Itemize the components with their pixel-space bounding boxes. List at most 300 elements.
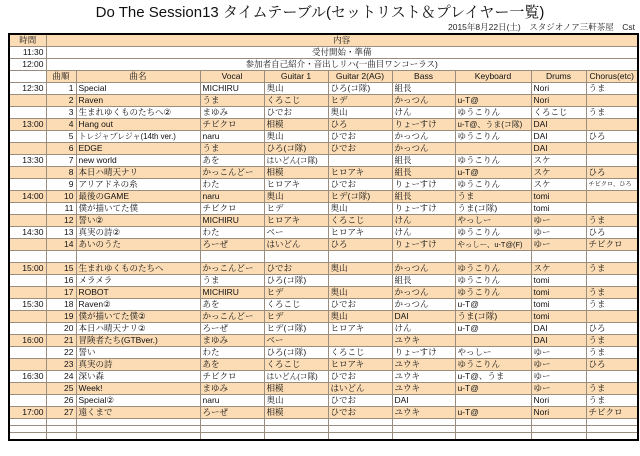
cell-no: 14: [46, 239, 76, 251]
cell-guitar2: くろこじ: [328, 215, 392, 227]
cell-bass: かっつん: [392, 131, 455, 143]
cell-bass: りょーすけ: [392, 347, 455, 359]
cell-drums: ゆー: [531, 239, 586, 251]
cell-bass: けん: [392, 107, 455, 119]
cell-vocal: うま: [200, 95, 264, 107]
table-row: [9, 83, 638, 95]
cell-time: 16:00: [9, 335, 46, 347]
cell-song: 僕が描いてた僕②: [76, 311, 200, 323]
cell-song: トレジャプレジャ(14th ver.): [76, 131, 200, 143]
cell-no: 7: [46, 155, 76, 167]
table-row: [9, 263, 638, 275]
cell-time: [9, 287, 46, 299]
cell-vocal: チビクロ: [200, 371, 264, 383]
cell-guitar1: ひでお: [264, 263, 328, 275]
cell-bass: 組長: [392, 155, 455, 167]
cell-bass: けん: [392, 323, 455, 335]
cell-chorus: うま: [586, 215, 638, 227]
cell-guitar2: 奥山: [328, 107, 392, 119]
cell-song: [76, 426, 200, 433]
cell-bass: [392, 426, 455, 433]
table-row: [9, 359, 638, 371]
cell-song: 本日ハ晴天ナリ②: [76, 323, 200, 335]
cell-chorus: [586, 251, 638, 263]
cell-guitar2: ヒデ(コ隊): [328, 191, 392, 203]
cell-time: [9, 215, 46, 227]
table-row: [9, 131, 638, 143]
col-header-order: 曲順: [46, 71, 76, 83]
cell-keyboard: [455, 143, 531, 155]
cell-no: 12: [46, 215, 76, 227]
cell-time: 12:30: [9, 83, 46, 95]
cell-keyboard: やっしー: [455, 215, 531, 227]
cell-guitar1: ひろ(コ隊): [264, 347, 328, 359]
cell-time: 13:30: [9, 155, 46, 167]
cell-time: [9, 251, 46, 263]
cell-vocal: [200, 419, 264, 426]
cell-bass: けん: [392, 215, 455, 227]
table-row: [9, 203, 638, 215]
cell-bass: かっつん: [392, 287, 455, 299]
cell-drums: [531, 426, 586, 433]
cell-guitar1: はいどん(コ隊): [264, 371, 328, 383]
cell-guitar1: ヒロアキ: [264, 179, 328, 191]
cell-guitar1: [264, 251, 328, 263]
cell-bass: かっつん: [392, 95, 455, 107]
cell-time: 15:00: [9, 263, 46, 275]
cell-keyboard: うま(コ隊): [455, 311, 531, 323]
cell-vocal: [200, 433, 264, 441]
cell-drums: ゆー: [531, 227, 586, 239]
cell-guitar1: くろこじ: [264, 359, 328, 371]
content-header-cell: 内容: [46, 34, 638, 47]
cell-drums: [531, 433, 586, 441]
cell-no: 22: [46, 347, 76, 359]
cell-guitar1: はいどん: [264, 239, 328, 251]
cell-vocal: naru: [200, 131, 264, 143]
col-header-bass: Bass: [392, 71, 455, 83]
cell-chorus: [586, 143, 638, 155]
cell-chorus: [586, 119, 638, 131]
cell-guitar2: ヒデ: [328, 95, 392, 107]
cell-bass: 組長: [392, 275, 455, 287]
cell-song: 冒険者たち(GTBver.): [76, 335, 200, 347]
cell-guitar2: ヒロアキ: [328, 323, 392, 335]
table-row: [9, 95, 638, 107]
cell-chorus: うま: [586, 83, 638, 95]
cell-time: [9, 383, 46, 395]
main-header-row: [9, 34, 638, 47]
cell-content: 参加者自己紹介・音出しリハ(一曲目ワンコーラス): [46, 59, 638, 71]
cell-drums: DAI: [531, 323, 586, 335]
cell-song: 真実の詩: [76, 359, 200, 371]
cell-chorus: うま: [586, 347, 638, 359]
cell-vocal: [200, 251, 264, 263]
cell-chorus: チビクロ: [586, 407, 638, 419]
cell-vocal: チビクロ: [200, 119, 264, 131]
cell-keyboard: u-T@、うま(コ隊): [455, 119, 531, 131]
cell-drums: DAI: [531, 143, 586, 155]
cell-no: 8: [46, 167, 76, 179]
cell-vocal: あを: [200, 155, 264, 167]
col-header-song: 曲名: [76, 71, 200, 83]
pre-row-reception: [9, 47, 638, 59]
cell-guitar2: ひろ: [328, 239, 392, 251]
filler-row: [9, 433, 638, 441]
cell-chorus: うま: [586, 107, 638, 119]
cell-vocal: あを: [200, 359, 264, 371]
cell-keyboard: u-T@: [455, 299, 531, 311]
table-row: [9, 143, 638, 155]
cell-guitar1: ヒデ(コ隊): [264, 323, 328, 335]
cell-guitar2: ひろ(コ隊): [328, 83, 392, 95]
cell-guitar2: ひでお: [328, 299, 392, 311]
cell-time: [9, 426, 46, 433]
cell-song: 遠くまで: [76, 407, 200, 419]
cell-time: 11:30: [9, 47, 46, 59]
cell-no: 11: [46, 203, 76, 215]
cell-song: 深い森: [76, 371, 200, 383]
cell-chorus: [586, 275, 638, 287]
cell-bass: かっつん: [392, 143, 455, 155]
cell-drums: Nori: [531, 83, 586, 95]
cell-drums: tomi: [531, 191, 586, 203]
cell-guitar1: ヒデ: [264, 311, 328, 323]
cell-drums: tomi: [531, 299, 586, 311]
cell-bass: [392, 251, 455, 263]
cell-chorus: チビクロ、ひろ: [586, 179, 638, 191]
cell-drums: スケ: [531, 179, 586, 191]
cell-guitar2: [328, 419, 392, 426]
col-header-keyboard: Keyboard: [455, 71, 531, 83]
cell-bass: ユウキ: [392, 359, 455, 371]
cell-no: 20: [46, 323, 76, 335]
cell-vocal: わた: [200, 347, 264, 359]
cell-guitar1: 奥山: [264, 191, 328, 203]
cell-song: あいのうた: [76, 239, 200, 251]
cell-no: 5: [46, 131, 76, 143]
cell-song: 生まれゆくものたちへ②: [76, 107, 200, 119]
cell-guitar2: [328, 251, 392, 263]
cell-time: [9, 347, 46, 359]
cell-guitar2: ひでお: [328, 395, 392, 407]
cell-keyboard: u-T@、うま: [455, 371, 531, 383]
cell-time: [9, 323, 46, 335]
cell-guitar2: ひでお: [328, 371, 392, 383]
cell-guitar1: くろこじ: [264, 95, 328, 107]
cell-drums: tomi: [531, 311, 586, 323]
cell-drums: [531, 419, 586, 426]
col-header-guitar1: Guitar 1: [264, 71, 328, 83]
cell-drums: スケ: [531, 263, 586, 275]
cell-chorus: うま: [586, 335, 638, 347]
cell-no: 27: [46, 407, 76, 419]
table-row: [9, 215, 638, 227]
cell-drums: tomi: [531, 287, 586, 299]
cell-vocal: naru: [200, 395, 264, 407]
cell-vocal: まゆみ: [200, 383, 264, 395]
cell-keyboard: ゆうこりん: [455, 227, 531, 239]
cell-chorus: [586, 426, 638, 433]
cell-drums: ゆー: [531, 359, 586, 371]
cell-chorus: [586, 155, 638, 167]
cell-no: 24: [46, 371, 76, 383]
cell-chorus: チビクロ: [586, 239, 638, 251]
cell-guitar2: くろこじ: [328, 347, 392, 359]
cell-vocal: MICHIRU: [200, 287, 264, 299]
cell-keyboard: ゆうこりん: [455, 179, 531, 191]
cell-vocal: naru: [200, 191, 264, 203]
cell-chorus: うま: [586, 383, 638, 395]
cell-time: 16:30: [9, 371, 46, 383]
cell-time: [9, 359, 46, 371]
column-header-row: [9, 71, 638, 83]
cell-guitar1: ヒロアキ: [264, 215, 328, 227]
cell-bass: ユウキ: [392, 335, 455, 347]
cell-vocal: ろーぜ: [200, 323, 264, 335]
cell-guitar2: [328, 155, 392, 167]
cell-vocal: かっこんどー: [200, 311, 264, 323]
cell-guitar1: [264, 419, 328, 426]
cell-vocal: チビクロ: [200, 203, 264, 215]
cell-no: 2: [46, 95, 76, 107]
table-row: [9, 119, 638, 131]
cell-bass: りょーすけ: [392, 179, 455, 191]
cell-keyboard: ゆうこりん: [455, 359, 531, 371]
cell-guitar2: 奥山: [328, 287, 392, 299]
cell-song: Week!: [76, 383, 200, 395]
cell-time: [9, 107, 46, 119]
cell-keyboard: u-T@: [455, 167, 531, 179]
cell-guitar2: ヒロアキ: [328, 227, 392, 239]
cell-bass: りょーすけ: [392, 203, 455, 215]
cell-song: 僕が描いてた僕: [76, 203, 200, 215]
cell-time: [9, 275, 46, 287]
cell-no: 1: [46, 83, 76, 95]
cell-guitar1: [264, 426, 328, 433]
table-row: [9, 239, 638, 251]
cell-vocal: うま: [200, 143, 264, 155]
cell-guitar2: 奥山: [328, 203, 392, 215]
date-line: 2015年8月22日(土) スタジオノア三軒茶屋 Cst: [448, 22, 635, 32]
empty-row: [9, 251, 638, 263]
cell-time: [9, 433, 46, 441]
cell-bass: 組長: [392, 191, 455, 203]
cell-keyboard: [455, 433, 531, 441]
cell-keyboard: やっしー: [455, 347, 531, 359]
cell-chorus: [586, 371, 638, 383]
cell-song: 真実の詩②: [76, 227, 200, 239]
cell-bass: ユウキ: [392, 407, 455, 419]
cell-no: 4: [46, 119, 76, 131]
cell-guitar2: ひでお: [328, 179, 392, 191]
cell-chorus: [586, 95, 638, 107]
cell-no: [46, 251, 76, 263]
cell-bass: [392, 419, 455, 426]
cell-time: 17:00: [9, 407, 46, 419]
cell-song: [76, 251, 200, 263]
cell-drums: スケ: [531, 155, 586, 167]
cell-song: [76, 419, 200, 426]
cell-keyboard: ゆうこりん: [455, 107, 531, 119]
cell-bass: DAI: [392, 395, 455, 407]
cell-song: 誓い: [76, 347, 200, 359]
cell-song: Raven: [76, 95, 200, 107]
col-header-drums: Drums: [531, 71, 586, 83]
cell-vocal: まゆみ: [200, 335, 264, 347]
cell-song: 本日ハ晴天ナリ: [76, 167, 200, 179]
cell-guitar2: ひでお: [328, 143, 392, 155]
cell-no: 18: [46, 299, 76, 311]
table-row: [9, 383, 638, 395]
table-row: [9, 275, 638, 287]
cell-guitar2: ひでお: [328, 407, 392, 419]
cell-time: [9, 419, 46, 426]
cell-no: 15: [46, 263, 76, 275]
cell-drums: ゆー: [531, 371, 586, 383]
table-row: [9, 299, 638, 311]
cell-no: 6: [46, 143, 76, 155]
cell-guitar1: [264, 433, 328, 441]
cell-time: [9, 167, 46, 179]
cell-guitar2: 奥山: [328, 311, 392, 323]
cell-song: 誓い②: [76, 215, 200, 227]
cell-guitar2: ひでお: [328, 131, 392, 143]
cell-chorus: ひろ: [586, 167, 638, 179]
cell-no: 19: [46, 311, 76, 323]
cell-bass: かっつん: [392, 299, 455, 311]
cell-song: Special: [76, 83, 200, 95]
cell-song: EDGE: [76, 143, 200, 155]
cell-chorus: ひろ: [586, 131, 638, 143]
table-row: [9, 323, 638, 335]
cell-guitar1: 相模: [264, 119, 328, 131]
cell-chorus: うま: [586, 263, 638, 275]
timetable: [8, 33, 639, 441]
cell-guitar1: 相模: [264, 383, 328, 395]
cell-bass: [392, 433, 455, 441]
cell-bass: ユウキ: [392, 371, 455, 383]
col-header-chorus: Chorus(etc): [586, 71, 638, 83]
cell-guitar1: 奥山: [264, 83, 328, 95]
page-title: Do The Session13 タイムテーブル(セットリスト＆プレイヤー一覧): [95, 4, 545, 21]
cell-vocal: わた: [200, 179, 264, 191]
cell-drums: Nori: [531, 407, 586, 419]
cell-bass: りょーすけ: [392, 119, 455, 131]
table-row: [9, 371, 638, 383]
cell-no: 26: [46, 395, 76, 407]
cell-keyboard: [455, 83, 531, 95]
cell-no: 23: [46, 359, 76, 371]
cell-no: 3: [46, 107, 76, 119]
cell-bass: かっつん: [392, 263, 455, 275]
cell-song: メラメラ: [76, 275, 200, 287]
cell-time: [9, 71, 46, 83]
cell-chorus: うま: [586, 395, 638, 407]
cell-keyboard: u-T@: [455, 407, 531, 419]
cell-drums: [531, 251, 586, 263]
cell-chorus: [586, 191, 638, 203]
cell-guitar2: ヒロアキ: [328, 359, 392, 371]
cell-bass: けん: [392, 227, 455, 239]
cell-vocal: ろーぜ: [200, 239, 264, 251]
cell-guitar1: はいどん(コ隊): [264, 155, 328, 167]
cell-drums: くろこじ: [531, 107, 586, 119]
cell-song: ROBOT: [76, 287, 200, 299]
cell-drums: tomi: [531, 275, 586, 287]
cell-guitar1: ベー: [264, 335, 328, 347]
filler-row: [9, 419, 638, 426]
cell-song: 生まれゆくものたちへ: [76, 263, 200, 275]
cell-no: 21: [46, 335, 76, 347]
cell-keyboard: [455, 419, 531, 426]
table-row: [9, 179, 638, 191]
cell-keyboard: うま: [455, 191, 531, 203]
cell-keyboard: u-T@: [455, 383, 531, 395]
cell-chorus: [586, 433, 638, 441]
cell-chorus: [586, 419, 638, 426]
cell-vocal: あを: [200, 299, 264, 311]
cell-no: 16: [46, 275, 76, 287]
cell-bass: 組長: [392, 167, 455, 179]
cell-chorus: [586, 203, 638, 215]
cell-guitar1: 相模: [264, 167, 328, 179]
col-header-guitar2: Guitar 2(AG): [328, 71, 392, 83]
cell-chorus: ひろ: [586, 227, 638, 239]
cell-song: アリアドネの糸: [76, 179, 200, 191]
col-header-vocal: Vocal: [200, 71, 264, 83]
cell-bass: DAI: [392, 311, 455, 323]
cell-keyboard: やっしー、u-T@(F): [455, 239, 531, 251]
cell-no: 9: [46, 179, 76, 191]
cell-drums: スケ: [531, 167, 586, 179]
cell-keyboard: ゆうこりん: [455, 131, 531, 143]
pre-row-intro: [9, 59, 638, 71]
cell-vocal: [200, 426, 264, 433]
cell-drums: DAI: [531, 119, 586, 131]
cell-time: [9, 143, 46, 155]
cell-song: Raven②: [76, 299, 200, 311]
cell-time: [9, 311, 46, 323]
cell-chorus: ひろ: [586, 323, 638, 335]
cell-time: [9, 395, 46, 407]
cell-guitar2: 奥山: [328, 263, 392, 275]
cell-chorus: [586, 311, 638, 323]
cell-keyboard: u-T@: [455, 95, 531, 107]
cell-keyboard: [455, 395, 531, 407]
cell-guitar1: ベー: [264, 227, 328, 239]
cell-keyboard: ゆうこりん: [455, 263, 531, 275]
cell-drums: DAI: [531, 335, 586, 347]
table-row: [9, 287, 638, 299]
cell-keyboard: ゆうこりん: [455, 287, 531, 299]
table-row: [9, 347, 638, 359]
cell-vocal: ろーぜ: [200, 407, 264, 419]
cell-drums: ゆー: [531, 215, 586, 227]
cell-guitar2: [328, 275, 392, 287]
timetable-body: [9, 34, 638, 83]
cell-song: Special②: [76, 395, 200, 407]
cell-song: [76, 433, 200, 441]
cell-vocal: まゆみ: [200, 107, 264, 119]
cell-no: 13: [46, 227, 76, 239]
cell-time: [9, 131, 46, 143]
cell-time: [9, 203, 46, 215]
table-row: [9, 335, 638, 347]
table-row: [9, 167, 638, 179]
cell-chorus: うま: [586, 287, 638, 299]
cell-guitar2: はいどん: [328, 383, 392, 395]
